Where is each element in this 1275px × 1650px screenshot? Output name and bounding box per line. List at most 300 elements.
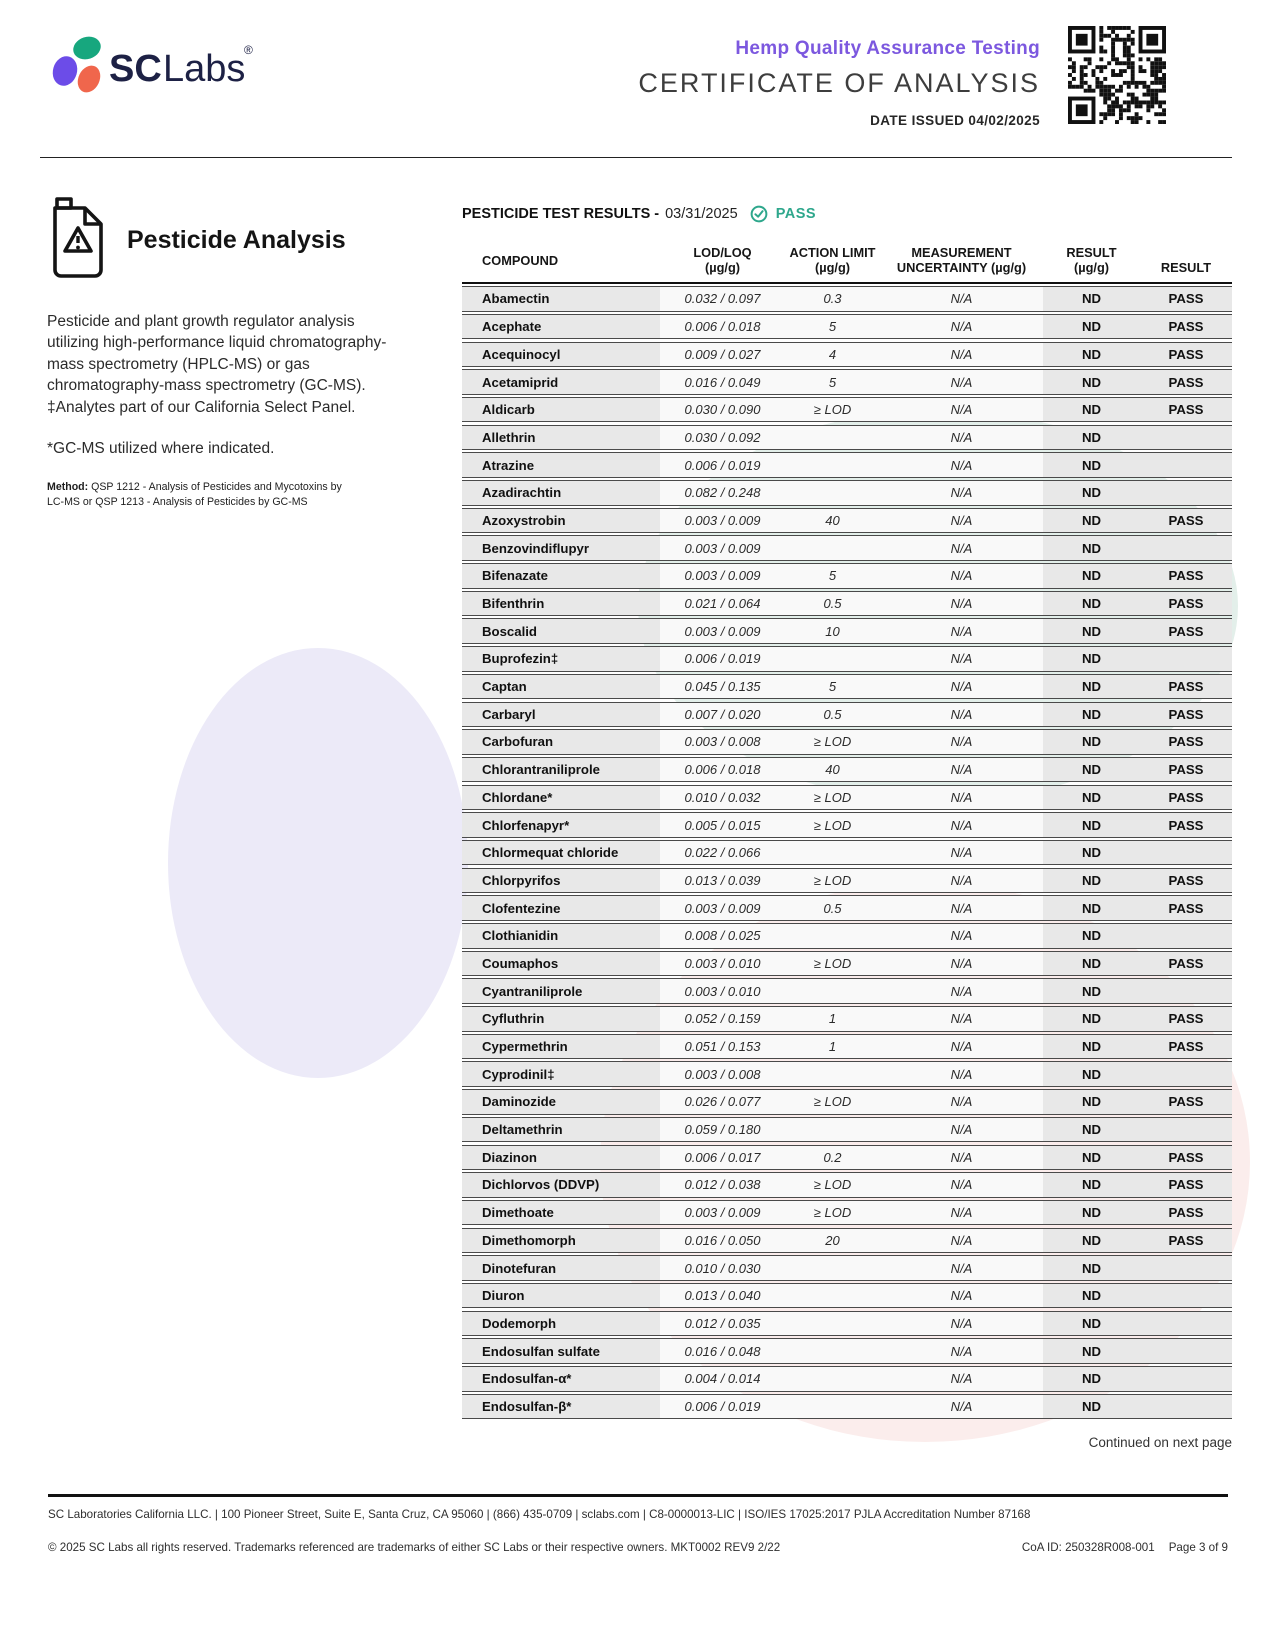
- cell-action-limit: ≥ LOD: [785, 1173, 880, 1197]
- table-row: [462, 286, 1232, 312]
- cell-result-value: ND: [1081, 457, 1102, 473]
- cell-result-value: ND: [1081, 762, 1102, 778]
- cell-lodloq: 0.082 / 0.248: [660, 481, 785, 505]
- table-row: [462, 1200, 1232, 1226]
- cell-compound: Endosulfan-β*: [482, 1398, 572, 1414]
- pass-check-icon: [750, 205, 768, 223]
- cell-lodloq: 0.022 / 0.066: [660, 841, 785, 865]
- cell-compound: Allethrin: [482, 429, 536, 445]
- cell-uncertainty: N/A: [880, 343, 1043, 367]
- method-label: Method:: [47, 480, 89, 493]
- cell-action-limit: ≥ LOD: [785, 952, 880, 976]
- cell-result-status: PASS: [1168, 955, 1204, 971]
- cell-action-limit: 4: [785, 343, 880, 367]
- cell-result-value: ND: [1081, 346, 1102, 362]
- cell-action-limit: [785, 1339, 880, 1363]
- cell-compound: Azadirachtin: [482, 485, 562, 501]
- cell-uncertainty: N/A: [880, 592, 1043, 616]
- results-date: 03/31/2025: [665, 206, 738, 222]
- table-row: [462, 812, 1232, 838]
- cell-uncertainty: N/A: [880, 786, 1043, 810]
- col-uncertainty: MEASUREMENT UNCERTAINTY (µg/g): [896, 245, 1027, 276]
- table-row: [462, 452, 1232, 478]
- cell-uncertainty: N/A: [880, 564, 1043, 588]
- cell-lodloq: 0.003 / 0.010: [660, 979, 785, 1003]
- cell-result-status: PASS: [1168, 1232, 1204, 1248]
- cell-uncertainty: N/A: [880, 315, 1043, 339]
- cell-result-status: [1140, 1256, 1232, 1280]
- cell-action-limit: [785, 426, 880, 450]
- cell-lodloq: 0.005 / 0.015: [660, 813, 785, 837]
- cell-result-status: [1140, 1284, 1232, 1308]
- cell-compound: Dinotefuran: [482, 1260, 556, 1276]
- cell-compound: Dimethomorph: [482, 1232, 576, 1248]
- table-row: [462, 1394, 1232, 1420]
- date-issued: DATE ISSUED 04/02/2025: [870, 113, 1040, 128]
- cell-action-limit: 5: [785, 675, 880, 699]
- footer-divider: [48, 1494, 1228, 1497]
- cell-action-limit: [785, 536, 880, 560]
- cell-compound: Chlormequat chloride: [482, 845, 619, 861]
- cell-compound: Benzovindiflupyr: [482, 540, 589, 556]
- results-status: PASS: [775, 206, 817, 222]
- cell-action-limit: [785, 924, 880, 948]
- table-row: [462, 591, 1232, 617]
- cell-result-value: ND: [1081, 845, 1102, 861]
- table-row: [462, 369, 1232, 395]
- cell-action-limit: ≥ LOD: [785, 1201, 880, 1225]
- cell-lodloq: 0.007 / 0.020: [660, 703, 785, 727]
- cell-result-status: PASS: [1168, 291, 1204, 307]
- cell-lodloq: 0.003 / 0.009: [660, 1201, 785, 1225]
- table-row: [462, 1061, 1232, 1087]
- cell-result-status: [1140, 453, 1232, 477]
- cell-compound: Acetamiprid: [482, 374, 559, 390]
- cell-uncertainty: N/A: [880, 1256, 1043, 1280]
- cell-result-value: ND: [1081, 651, 1102, 667]
- cell-compound: Cyantraniliprole: [482, 983, 583, 999]
- cell-action-limit: 0.5: [785, 896, 880, 920]
- cell-action-limit: 1: [785, 1035, 880, 1059]
- cell-lodloq: 0.059 / 0.180: [660, 1118, 785, 1142]
- cell-result-status: PASS: [1168, 596, 1204, 611]
- cell-compound: Acequinocyl: [482, 346, 561, 362]
- cell-action-limit: [785, 481, 880, 505]
- cell-action-limit: [785, 1284, 880, 1308]
- cell-lodloq: 0.030 / 0.090: [660, 398, 785, 422]
- cell-compound: Azoxystrobin: [482, 512, 566, 528]
- cell-result-value: ND: [1081, 706, 1102, 722]
- cell-result-value: ND: [1081, 568, 1102, 584]
- cell-uncertainty: N/A: [880, 1146, 1043, 1170]
- cell-result-value: ND: [1081, 623, 1102, 639]
- table-row: [462, 1255, 1232, 1281]
- cell-uncertainty: N/A: [880, 509, 1043, 533]
- col-action-limit: ACTION LIMIT (µg/g): [789, 245, 876, 276]
- cell-compound: Dichlorvos (DDVP): [482, 1177, 600, 1193]
- cell-compound: Boscalid: [482, 623, 537, 639]
- svg-text:SC: SC: [109, 48, 162, 90]
- cell-uncertainty: N/A: [880, 1007, 1043, 1031]
- table-row: [462, 729, 1232, 755]
- cell-lodloq: 0.003 / 0.008: [660, 1062, 785, 1086]
- cell-uncertainty: N/A: [880, 869, 1043, 893]
- cell-compound: Clofentezine: [482, 900, 561, 916]
- section-title: Pesticide Analysis: [127, 226, 346, 254]
- cell-action-limit: 0.3: [785, 287, 880, 311]
- cell-result-status: [1140, 426, 1232, 450]
- cell-result-value: ND: [1081, 1232, 1102, 1248]
- cell-uncertainty: N/A: [880, 1201, 1043, 1225]
- table-row: [462, 1117, 1232, 1143]
- cell-uncertainty: N/A: [880, 1229, 1043, 1253]
- table-row: [462, 1366, 1232, 1392]
- cell-result-status: PASS: [1168, 623, 1204, 639]
- cell-result-status: PASS: [1168, 872, 1204, 888]
- cell-lodloq: 0.051 / 0.153: [660, 1035, 785, 1059]
- table-row: [462, 895, 1232, 921]
- table-row: [462, 563, 1232, 589]
- cell-action-limit: [785, 1312, 880, 1336]
- cell-uncertainty: N/A: [880, 426, 1043, 450]
- cell-result-value: ND: [1081, 1039, 1102, 1054]
- cell-lodloq: 0.045 / 0.135: [660, 675, 785, 699]
- cell-lodloq: 0.006 / 0.018: [660, 758, 785, 782]
- cell-uncertainty: N/A: [880, 398, 1043, 422]
- continued-note: Continued on next page: [1088, 1435, 1232, 1451]
- cell-action-limit: [785, 453, 880, 477]
- cell-result-value: ND: [1081, 485, 1102, 501]
- cell-result-value: ND: [1081, 402, 1102, 418]
- cell-result-status: PASS: [1168, 817, 1204, 833]
- cell-result-status: [1140, 979, 1232, 1003]
- table-row: [462, 1006, 1232, 1032]
- cell-uncertainty: N/A: [880, 370, 1043, 394]
- cell-result-status: PASS: [1168, 734, 1204, 750]
- cell-uncertainty: N/A: [880, 481, 1043, 505]
- pesticide-results-table: [462, 205, 1232, 1450]
- cell-action-limit: 5: [785, 370, 880, 394]
- cell-compound: Cypermethrin: [482, 1039, 568, 1054]
- cell-action-limit: 1: [785, 1007, 880, 1031]
- cell-result-value: ND: [1081, 872, 1102, 888]
- cell-result-value: ND: [1081, 374, 1102, 390]
- cell-lodloq: 0.003 / 0.010: [660, 952, 785, 976]
- table-row: [462, 674, 1232, 700]
- svg-text:®: ®: [244, 43, 253, 57]
- cell-compound: Chlorfenapyr*: [482, 817, 570, 833]
- table-row: [462, 1172, 1232, 1198]
- cell-action-limit: 5: [785, 315, 880, 339]
- cell-result-status: PASS: [1168, 1205, 1204, 1221]
- table-row: [462, 1338, 1232, 1364]
- cell-result-value: ND: [1081, 1371, 1102, 1387]
- cell-compound: Acephate: [482, 319, 542, 335]
- cell-lodloq: 0.004 / 0.014: [660, 1367, 785, 1391]
- cell-uncertainty: N/A: [880, 1118, 1043, 1142]
- cell-result-value: ND: [1081, 1288, 1102, 1304]
- cell-result-value: ND: [1081, 955, 1102, 971]
- table-row: [462, 397, 1232, 423]
- cell-uncertainty: N/A: [880, 730, 1043, 754]
- cell-uncertainty: N/A: [880, 1367, 1043, 1391]
- cell-result-value: ND: [1081, 1260, 1102, 1276]
- cell-compound: Dimethoate: [482, 1205, 554, 1221]
- cell-compound: Clothianidin: [482, 928, 559, 944]
- cell-result-value: ND: [1081, 1149, 1102, 1165]
- cell-result-status: [1140, 1118, 1232, 1142]
- table-row: [462, 646, 1232, 672]
- footer-copyright: © 2025 SC Labs all rights reserved. Trademarks referenced are trademarks of either SC Labs or their respective owners. MKT0002 REV9 2/22: [48, 1541, 781, 1554]
- cell-action-limit: 20: [785, 1229, 880, 1253]
- cell-lodloq: 0.003 / 0.009: [660, 896, 785, 920]
- certificate-title: CERTIFICATE OF ANALYSIS: [638, 68, 1040, 98]
- cell-result-status: PASS: [1168, 402, 1204, 418]
- cell-uncertainty: N/A: [880, 647, 1043, 671]
- cell-result-value: ND: [1081, 596, 1102, 611]
- cell-uncertainty: N/A: [880, 924, 1043, 948]
- cell-result-value: ND: [1081, 1066, 1102, 1082]
- method-note: [47, 480, 347, 511]
- cell-uncertainty: N/A: [880, 1173, 1043, 1197]
- cell-result-value: ND: [1081, 928, 1102, 944]
- cell-result-value: ND: [1081, 1205, 1102, 1221]
- cell-compound: Daminozide: [482, 1094, 557, 1110]
- cell-lodloq: 0.006 / 0.019: [660, 1395, 785, 1419]
- cell-result-value: ND: [1081, 429, 1102, 445]
- cell-action-limit: ≥ LOD: [785, 869, 880, 893]
- cell-uncertainty: N/A: [880, 841, 1043, 865]
- cell-result-status: PASS: [1168, 1149, 1204, 1165]
- footer-page-number: Page 3 of 9: [1168, 1541, 1228, 1554]
- cell-action-limit: [785, 1395, 880, 1419]
- cell-lodloq: 0.006 / 0.019: [660, 647, 785, 671]
- cell-lodloq: 0.013 / 0.040: [660, 1284, 785, 1308]
- cell-uncertainty: N/A: [880, 675, 1043, 699]
- cell-result-status: PASS: [1168, 319, 1204, 335]
- cell-uncertainty: N/A: [880, 1090, 1043, 1114]
- cell-result-status: PASS: [1168, 512, 1204, 528]
- svg-text:Labs: Labs: [163, 48, 246, 90]
- cell-lodloq: 0.030 / 0.092: [660, 426, 785, 450]
- cell-result-status: [1140, 924, 1232, 948]
- cell-result-status: [1140, 647, 1232, 671]
- cell-result-status: PASS: [1168, 1039, 1204, 1054]
- cell-compound: Cyprodinil‡: [482, 1066, 555, 1082]
- col-result-value: RESULT (µg/g): [1066, 245, 1117, 276]
- cell-result-value: ND: [1081, 512, 1102, 528]
- qr-code: [1068, 26, 1166, 124]
- cell-lodloq: 0.006 / 0.019: [660, 453, 785, 477]
- table-row: [462, 978, 1232, 1004]
- table-row: [462, 1311, 1232, 1337]
- cell-result-value: ND: [1081, 1177, 1102, 1193]
- cell-lodloq: 0.010 / 0.032: [660, 786, 785, 810]
- header-tagline: Hemp Quality Assurance Testing: [735, 38, 1040, 59]
- pesticide-jug-icon: [47, 196, 111, 285]
- header-text-block: [480, 38, 1040, 128]
- cell-result-value: ND: [1081, 1011, 1102, 1027]
- cell-action-limit: [785, 647, 880, 671]
- table-row: [462, 840, 1232, 866]
- cell-action-limit: ≥ LOD: [785, 398, 880, 422]
- col-result-status: RESULT: [1160, 260, 1212, 276]
- col-compound: COMPOUND: [482, 252, 559, 268]
- table-row: [462, 342, 1232, 368]
- table-row: [462, 508, 1232, 534]
- cell-action-limit: 40: [785, 758, 880, 782]
- cell-action-limit: [785, 1062, 880, 1086]
- cell-lodloq: 0.003 / 0.009: [660, 509, 785, 533]
- cell-result-status: [1140, 1367, 1232, 1391]
- cell-action-limit: [785, 979, 880, 1003]
- cell-uncertainty: N/A: [880, 1284, 1043, 1308]
- cell-result-status: [1140, 1062, 1232, 1086]
- cell-lodloq: 0.012 / 0.038: [660, 1173, 785, 1197]
- cell-lodloq: 0.003 / 0.008: [660, 730, 785, 754]
- cell-compound: Diuron: [482, 1288, 525, 1304]
- cell-result-status: PASS: [1168, 679, 1204, 695]
- cell-action-limit: 5: [785, 564, 880, 588]
- cell-result-value: ND: [1081, 291, 1102, 307]
- table-row: [462, 951, 1232, 977]
- cell-lodloq: 0.032 / 0.097: [660, 287, 785, 311]
- cell-result-status: PASS: [1168, 1177, 1204, 1193]
- table-row: [462, 868, 1232, 894]
- cell-compound: Bifenthrin: [482, 596, 545, 611]
- table-row: [462, 618, 1232, 644]
- cell-action-limit: [785, 1118, 880, 1142]
- results-rows: [462, 286, 1232, 1419]
- cell-action-limit: [785, 841, 880, 865]
- cell-action-limit: ≥ LOD: [785, 786, 880, 810]
- cell-compound: Diazinon: [482, 1149, 537, 1165]
- cell-uncertainty: N/A: [880, 1312, 1043, 1336]
- cell-compound: Abamectin: [482, 291, 550, 307]
- cell-action-limit: ≥ LOD: [785, 1090, 880, 1114]
- cell-compound: Coumaphos: [482, 955, 559, 971]
- cell-lodloq: 0.016 / 0.050: [660, 1229, 785, 1253]
- cell-lodloq: 0.003 / 0.009: [660, 536, 785, 560]
- cell-compound: Aldicarb: [482, 402, 535, 418]
- table-row: [462, 1034, 1232, 1060]
- cell-compound: Cyfluthrin: [482, 1011, 545, 1027]
- gcms-note: *GC-MS utilized where indicated.: [47, 439, 275, 457]
- cell-result-value: ND: [1081, 789, 1102, 805]
- section-description: Pesticide and plant growth regulator analysis utilizing high-performance liquid chromatography-mass spectrometry (HPLC-MS) or gas chromatography-mass spectrometry (GC-MS). ‡Analytes part of our California Select Panel.: [47, 313, 387, 416]
- table-row: [462, 757, 1232, 783]
- cell-result-status: PASS: [1168, 346, 1204, 362]
- cell-result-value: ND: [1081, 983, 1102, 999]
- cell-action-limit: [785, 1367, 880, 1391]
- cell-compound: Carbofuran: [482, 734, 554, 750]
- cell-uncertainty: N/A: [880, 1035, 1043, 1059]
- cell-lodloq: 0.009 / 0.027: [660, 343, 785, 367]
- table-row: [462, 785, 1232, 811]
- cell-uncertainty: N/A: [880, 287, 1043, 311]
- cell-result-value: ND: [1081, 900, 1102, 916]
- cell-compound: Chlordane*: [482, 789, 553, 805]
- results-title-row: [462, 205, 1232, 223]
- table-row: [462, 1089, 1232, 1115]
- cell-uncertainty: N/A: [880, 813, 1043, 837]
- cell-result-status: PASS: [1168, 568, 1204, 584]
- cell-lodloq: 0.003 / 0.009: [660, 619, 785, 643]
- cell-action-limit: [785, 1256, 880, 1280]
- cell-result-status: PASS: [1168, 1094, 1204, 1110]
- table-row: [462, 425, 1232, 451]
- cell-lodloq: 0.013 / 0.039: [660, 869, 785, 893]
- table-header-row: [462, 245, 1232, 284]
- table-row: [462, 702, 1232, 728]
- cell-result-value: ND: [1081, 1398, 1102, 1414]
- footer-lab-info: SC Laboratories California LLC. | 100 Pioneer Street, Suite E, Santa Cruz, CA 95060 | (866) 435-0709 | sclabs.com | C8-0000013-LIC | ISO/IES 17025:2017 PJLA Accreditation Number 87168: [48, 1508, 1031, 1521]
- cell-compound: Chlorantraniliprole: [482, 762, 600, 778]
- cell-result-status: PASS: [1168, 1011, 1204, 1027]
- sclabs-logo: [44, 34, 269, 101]
- cell-action-limit: 0.2: [785, 1146, 880, 1170]
- cell-compound: Dodemorph: [482, 1315, 556, 1331]
- cell-result-status: PASS: [1168, 706, 1204, 722]
- cell-uncertainty: N/A: [880, 896, 1043, 920]
- table-row: [462, 314, 1232, 340]
- cell-lodloq: 0.016 / 0.048: [660, 1339, 785, 1363]
- cell-result-value: ND: [1081, 679, 1102, 695]
- cell-result-value: ND: [1081, 1343, 1102, 1359]
- sclabs-logo-icon: [44, 34, 269, 96]
- pesticide-analysis-panel: [47, 196, 412, 511]
- cell-result-status: [1140, 1312, 1232, 1336]
- cell-uncertainty: N/A: [880, 979, 1043, 1003]
- cell-action-limit: 10: [785, 619, 880, 643]
- cell-action-limit: 40: [785, 509, 880, 533]
- cell-uncertainty: N/A: [880, 536, 1043, 560]
- cell-lodloq: 0.006 / 0.018: [660, 315, 785, 339]
- table-row: [462, 923, 1232, 949]
- cell-uncertainty: N/A: [880, 619, 1043, 643]
- cell-uncertainty: N/A: [880, 758, 1043, 782]
- cell-result-value: ND: [1081, 817, 1102, 833]
- cell-compound: Atrazine: [482, 457, 535, 473]
- cell-result-value: ND: [1081, 319, 1102, 335]
- cell-lodloq: 0.052 / 0.159: [660, 1007, 785, 1031]
- cell-result-status: [1140, 536, 1232, 560]
- cell-lodloq: 0.006 / 0.017: [660, 1146, 785, 1170]
- cell-uncertainty: N/A: [880, 1062, 1043, 1086]
- results-title: PESTICIDE TEST RESULTS -: [462, 206, 660, 222]
- cell-result-value: ND: [1081, 1122, 1102, 1138]
- cell-result-status: [1140, 1339, 1232, 1363]
- cell-result-status: [1140, 841, 1232, 865]
- col-lodloq: LOD/LOQ (µg/g): [693, 245, 752, 276]
- cell-compound: Endosulfan sulfate: [482, 1343, 600, 1359]
- cell-lodloq: 0.026 / 0.077: [660, 1090, 785, 1114]
- cell-result-value: ND: [1081, 734, 1102, 750]
- cell-result-value: ND: [1081, 1315, 1102, 1331]
- cell-compound: Endosulfan-α*: [482, 1371, 572, 1387]
- table-row: [462, 1145, 1232, 1171]
- table-row: [462, 480, 1232, 506]
- cell-result-status: [1140, 1395, 1232, 1419]
- decor-circle-lavender: [168, 648, 468, 1078]
- cell-uncertainty: N/A: [880, 703, 1043, 727]
- cell-lodloq: 0.003 / 0.009: [660, 564, 785, 588]
- cell-result-status: PASS: [1168, 374, 1204, 390]
- table-row: [462, 1283, 1232, 1309]
- cell-compound: Carbaryl: [482, 706, 536, 722]
- cell-compound: Deltamethrin: [482, 1122, 563, 1138]
- cell-compound: Buprofezin‡: [482, 651, 559, 667]
